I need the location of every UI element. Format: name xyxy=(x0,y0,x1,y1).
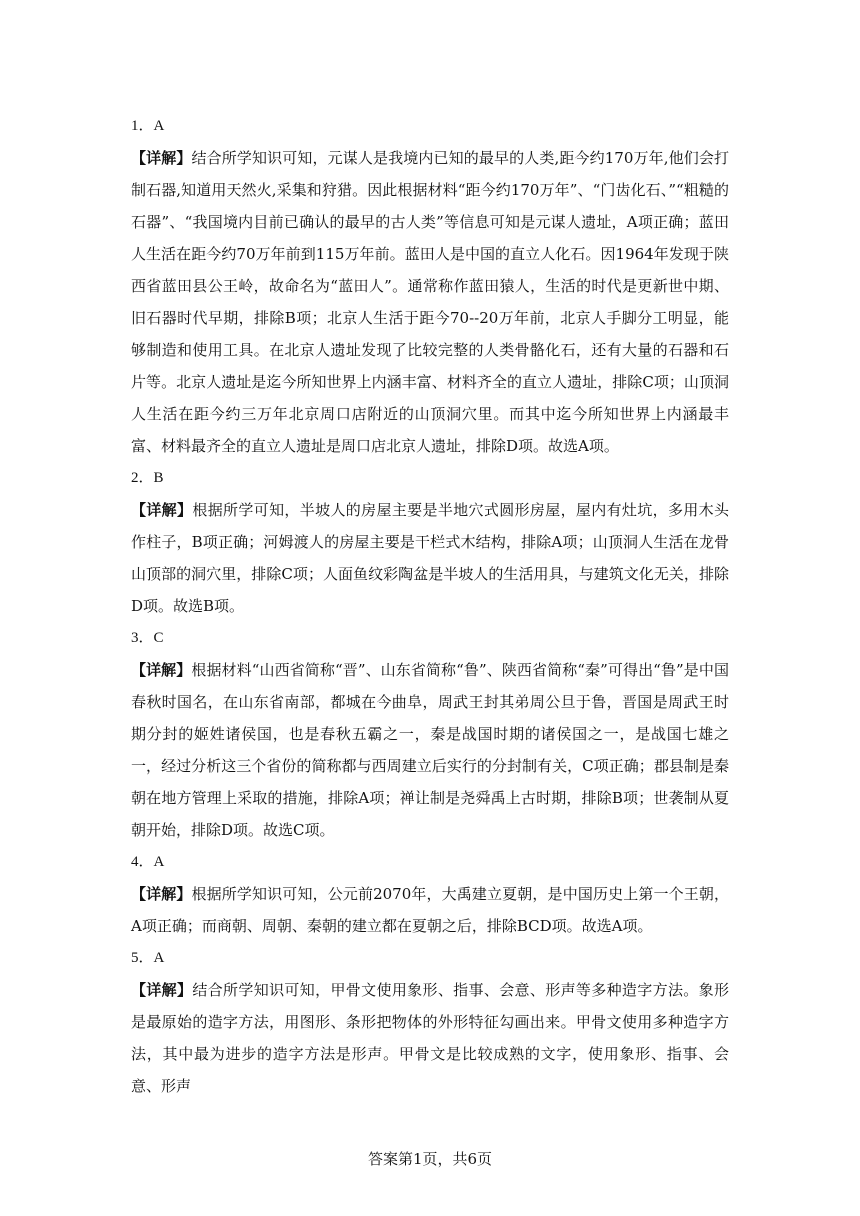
page-footer: 答案第1页，共6页 xyxy=(367,1150,493,1168)
answer-item-3 xyxy=(131,622,729,846)
explanation-paragraph xyxy=(131,494,729,622)
explanation-paragraph xyxy=(131,142,729,462)
explanation-text: 根据所学知识可知，公元前2070年，大禹建立夏朝，是中国历史上第一个王朝，A项正确；而商朝、周朝、秦朝的建立都在夏朝之后，排除BCD项。故选A项。 xyxy=(131,885,729,935)
explanation-paragraph xyxy=(131,654,729,846)
question-number: 2．B xyxy=(131,470,164,486)
answer-item-1 xyxy=(131,110,729,462)
explanation-text: 结合所学知识可知，甲骨文使用象形、指事、会意、形声等多种造字方法。象形是最原始的造字方法，用图形、条形把物体的外形特征勾画出来。甲骨文使用多种造字方法，其中最为进步的造字方法是形声。甲骨文是比较成熟的文字，使用象形、指事、会意、形声 xyxy=(131,981,729,1095)
explanation-text: 根据所学可知，半坡人的房屋主要是半地穴式圆形房屋，屋内有灶坑，多用木头作柱子，B项正确；河姆渡人的房屋主要是干栏式木结构，排除A项；山顶洞人生活在龙骨山顶部的洞穴里，排除C项；人面鱼纹彩陶盆是半坡人的生活用具，与建筑文化无关，排除D项。故选B项。 xyxy=(131,501,729,615)
explanation-text: 结合所学知识可知，元谋人是我境内已知的最早的人类,距今约170万年,他们会打制石器,知道用天然火,采集和狩猎。因此根据材料“距今约170万年”、“门齿化石、”“粗糙的石器”、“我国境内目前已确认的最早的古人类”等信息可知是元谋人遗址，A项正确；蓝田人生活在距今约70万年前到115万年前。蓝田人是中国的直立人化石。因1964年发现于陕西省蓝田县公王岭，故命名为“蓝田人”。通常称作蓝田猿人，生活的时代是更新世中期、旧石器时代早期，排除B项；北京人生活于距今70--20万年前，北京人手脚分工明显，能够制造和使用工具。在北京人遗址发现了比较完整的人类骨骼化石，还有大量的石器和石片等。北京人遗址是迄今所知世界上内涵丰富、材料齐全的直立人遗址，排除C项；山顶洞人生活在距今约三万年北京周口店附近的山顶洞穴里。而其中迄今所知世界上内涵最丰富、材料最齐全的直立人遗址是周口店北京人遗址，排除D项。故选A项。 xyxy=(131,149,729,455)
question-number: 4．A xyxy=(131,854,165,870)
question-number: 1．A xyxy=(131,118,165,134)
question-number: 5．A xyxy=(131,950,165,966)
question-number: 3．C xyxy=(131,630,164,646)
answer-item-4 xyxy=(131,846,729,942)
explanation-tag: 【详解】 xyxy=(131,661,192,679)
explanation-tag: 【详解】 xyxy=(131,149,192,167)
answer-content xyxy=(131,110,729,1102)
explanation-tag: 【详解】 xyxy=(131,885,192,903)
answer-item-2 xyxy=(131,462,729,622)
explanation-text: 根据材料“山西省简称“晋”、山东省简称“鲁”、陕西省简称“秦”可得出“鲁”是中国春秋时国名，在山东省南部，都城在今曲阜，周武王封其弟周公旦于鲁，晋国是周武王时期分封的姬姓诸侯国，也是春秋五霸之一，秦是战国时期的诸侯国之一，是战国七雄之一，经过分析这三个省份的简称都与西周建立后实行的分封制有关，C项正确；郡县制是秦朝在地方管理上采取的措施，排除A项；禅让制是尧舜禹上古时期，排除B项；世袭制从夏朝开始，排除D项。故选C项。 xyxy=(131,661,729,839)
explanation-paragraph xyxy=(131,974,729,1102)
explanation-tag: 【详解】 xyxy=(131,981,193,999)
answer-item-5 xyxy=(131,942,729,1102)
explanation-paragraph xyxy=(131,878,729,942)
explanation-tag: 【详解】 xyxy=(131,501,193,519)
